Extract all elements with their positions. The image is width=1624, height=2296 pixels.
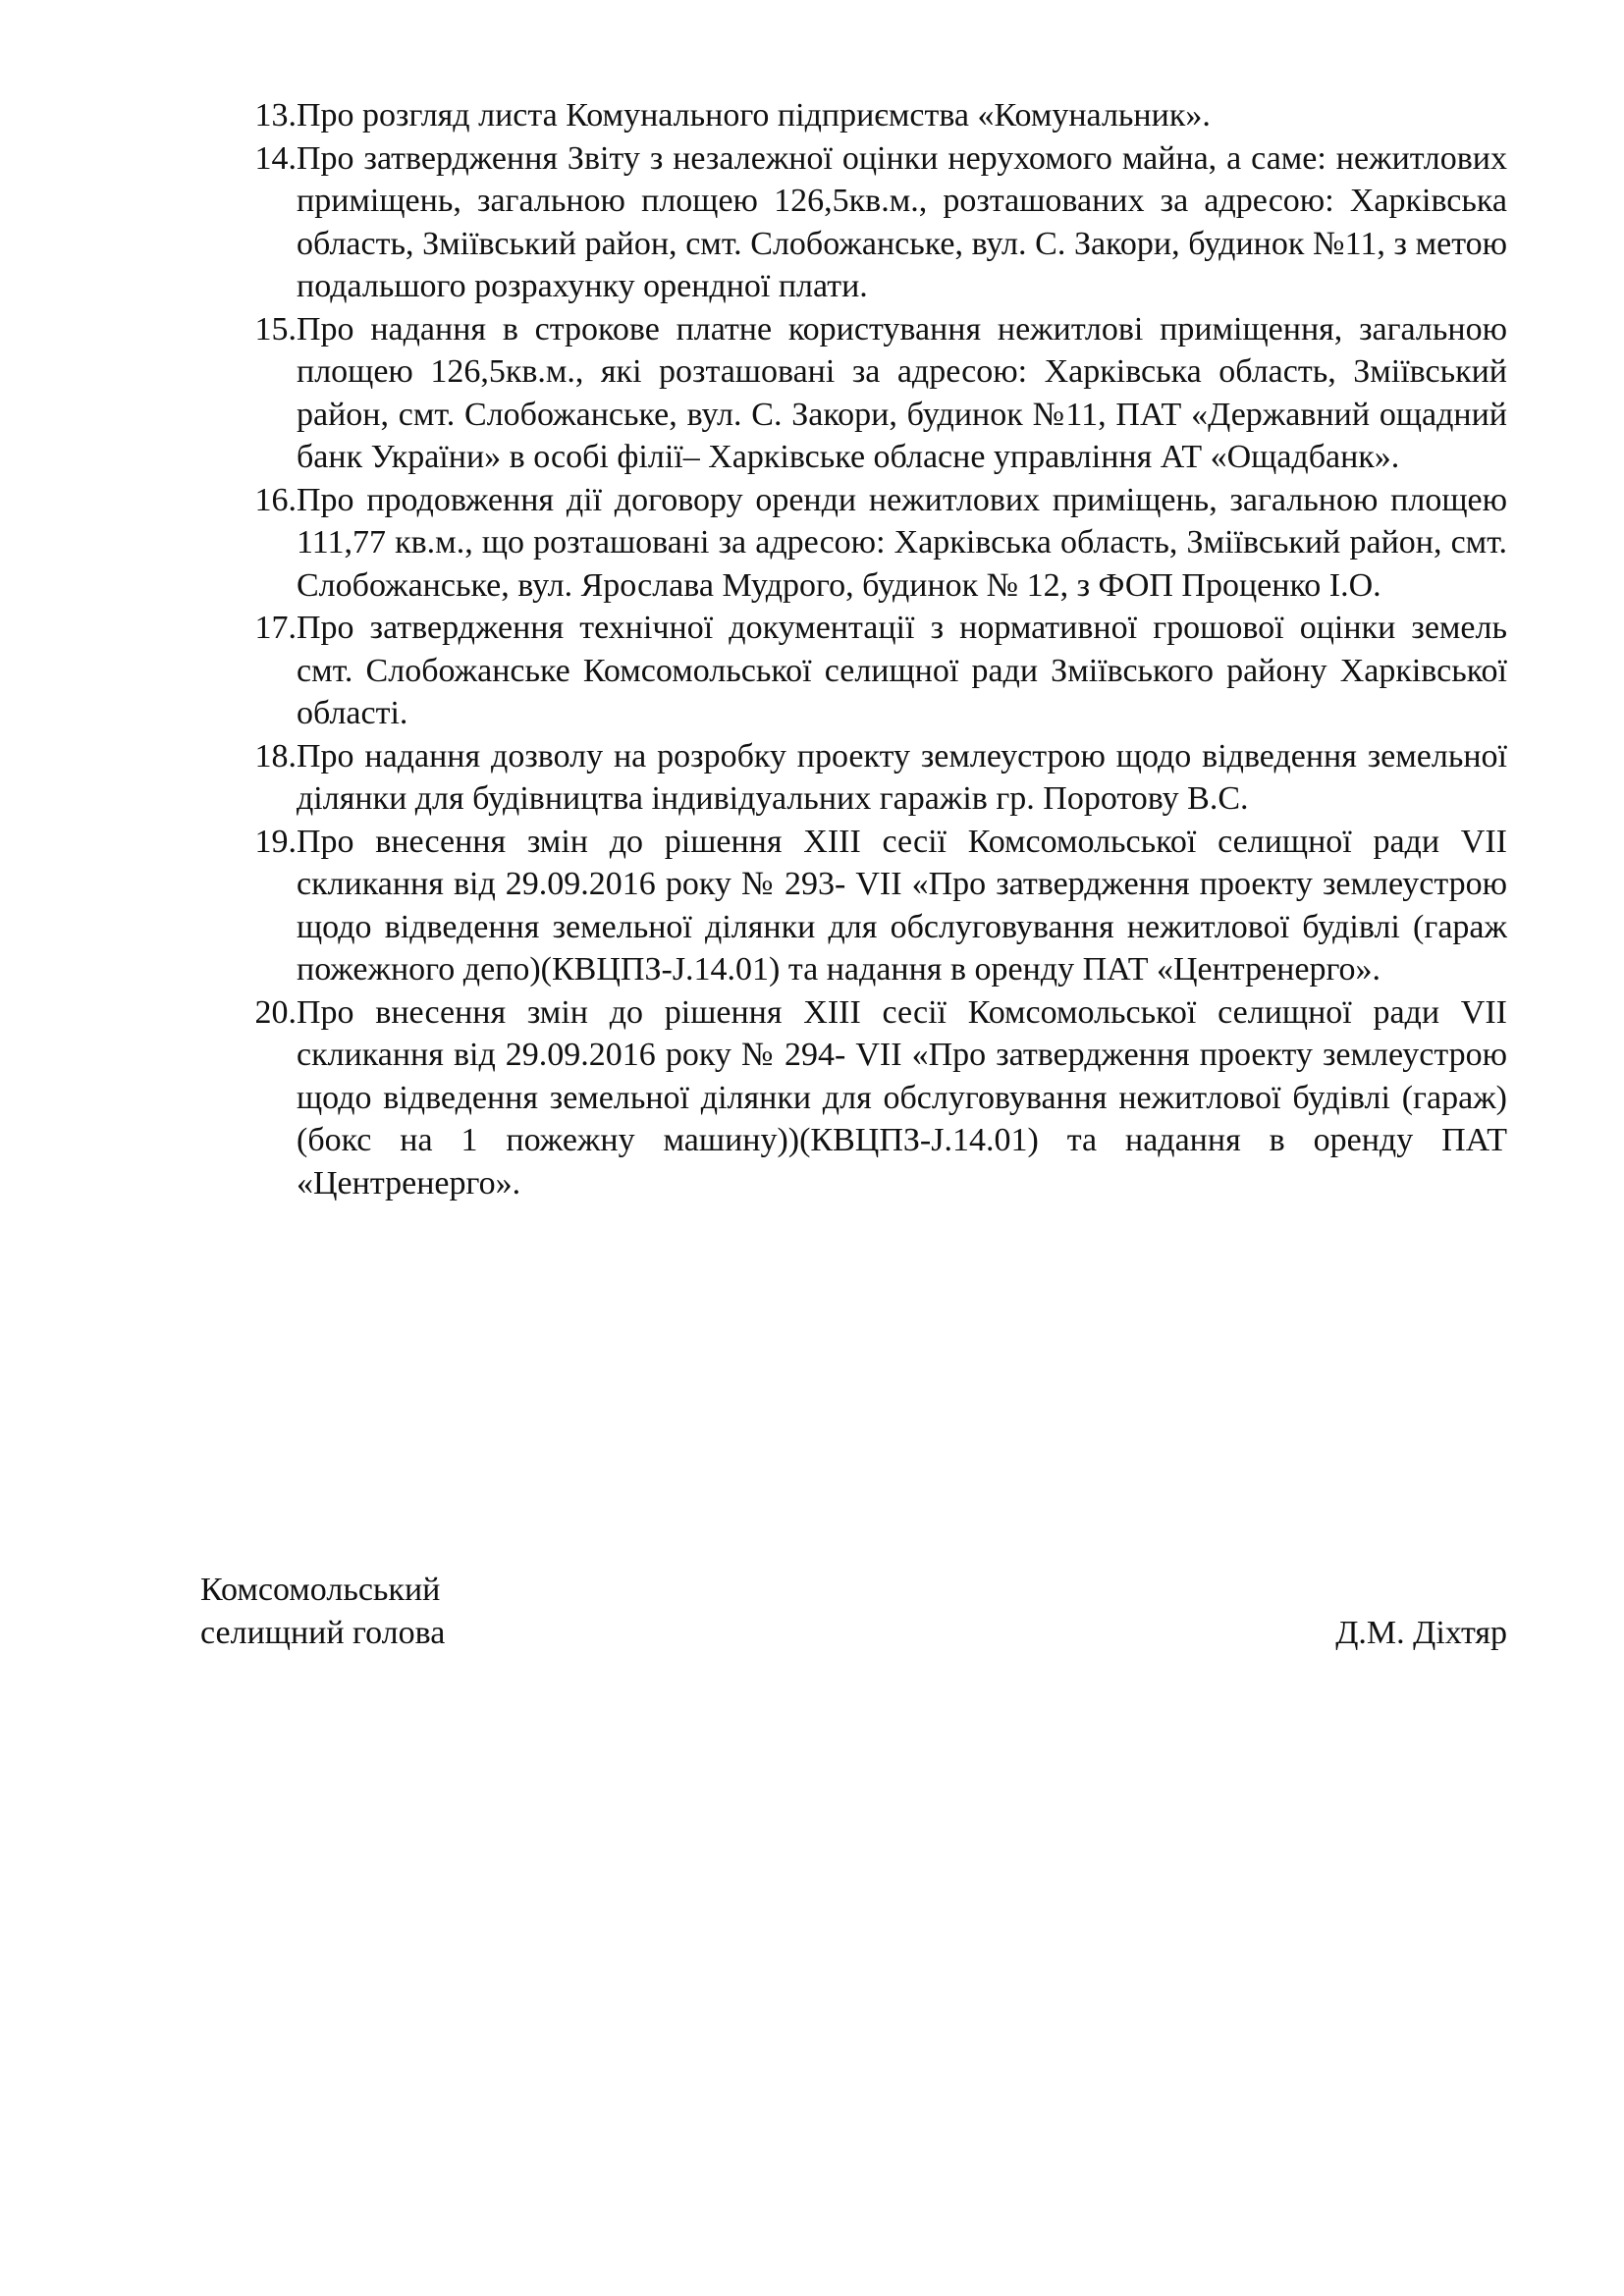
agenda-item-text: Про надання в строкове платне користування нежитлові приміщення, загальною площею 126,5кв.м., які розташовані за адресою: Харківська область, Зміївський район, смт. Слобожанське, вул. С. Закори, будинок №11, ПАТ «Державний ощадний банк України» в особі філії– Харківське обласне управління АТ «Ощадбанк».: [297, 310, 1507, 475]
agenda-item-text: Про розгляд листа Комунального підприємства «Комунальник».: [297, 97, 1211, 133]
signatory-role-line2: селищний голова: [200, 1614, 446, 1651]
agenda-item-number: 16.: [254, 481, 297, 518]
agenda-item-text: Про внесення змін до рішення ХІІІ сесії Комсомольської селищної ради VІІ скликання від 29.09.2016 року № 294- VІІ «Про затвердження проекту землеустрою щодо відведення земельної ділянки для обслуговування нежитлової будівлі (гараж) (бокс на 1 пожежну машину))(КВЦПЗ-J.14.01) та надання в оренду ПАТ «Центренерго».: [297, 993, 1507, 1201]
agenda-item-number: 13.: [254, 97, 297, 133]
agenda-item-18: [247, 735, 1507, 821]
signatory-role-line1: Комсомольський: [200, 1572, 441, 1608]
agenda-item-15: [247, 308, 1507, 479]
agenda-item-number: 15.: [254, 310, 297, 347]
agenda-item-text: Про продовження дії договору оренди нежитлових приміщень, загальною площею 111,77 кв.м., що розташовані за адресою: Харківська область, Зміївський район, смт. Слобожанське, вул. Ярослава Мудрого, будинок № 12, з ФОП Проценко І.О.: [297, 481, 1507, 604]
agenda-item-text: Про внесення змін до рішення ХІІІ сесії Комсомольської селищної ради VІІ скликання від 29.09.2016 року № 293- VІІ «Про затвердження проекту землеустрою щодо відведення земельної ділянки для обслуговування нежитлової будівлі (гараж пожежного депо)(КВЦПЗ-J.14.01) та надання в оренду ПАТ «Центренерго».: [297, 823, 1507, 988]
signature-block: [200, 1569, 1507, 1654]
agenda-list: [247, 94, 1507, 1204]
agenda-item-number: 14.: [254, 139, 297, 177]
agenda-item-14: [247, 137, 1507, 308]
agenda-item-19: [247, 821, 1507, 991]
agenda-item-number: 18.: [254, 737, 297, 774]
agenda-item-text: Про надання дозволу на розробку проекту землеустрою щодо відведення земельної ділянки для будівництва індивідуальних гаражів гр. Поротову В.С.: [297, 737, 1507, 817]
agenda-item-number: 19.: [254, 823, 297, 860]
agenda-item-20: [247, 991, 1507, 1205]
agenda-item-number: 17.: [254, 610, 297, 646]
agenda-item-number: 20.: [254, 993, 297, 1031]
agenda-item-16: [247, 479, 1507, 608]
agenda-item-13: [247, 94, 1507, 137]
agenda-item-text: Про затвердження Звіту з незалежної оцінки нерухомого майна, а саме: нежитлових приміщень, загальною площею 126,5кв.м., розташованих за адресою: Харківська область, Зміївський район, смт. Слобожанське, вул. С. Закори, будинок №11, з метою подальшого розрахунку орендної плати.: [297, 139, 1507, 304]
agenda-item-17: [247, 607, 1507, 735]
signatory-name: Д.М. Діхтяр: [1335, 1614, 1507, 1651]
agenda-item-text: Про затвердження технічної документації з нормативної грошової оцінки земель смт. Слобожанське Комсомольської селищної ради Зміївського району Харківської області.: [297, 610, 1507, 731]
